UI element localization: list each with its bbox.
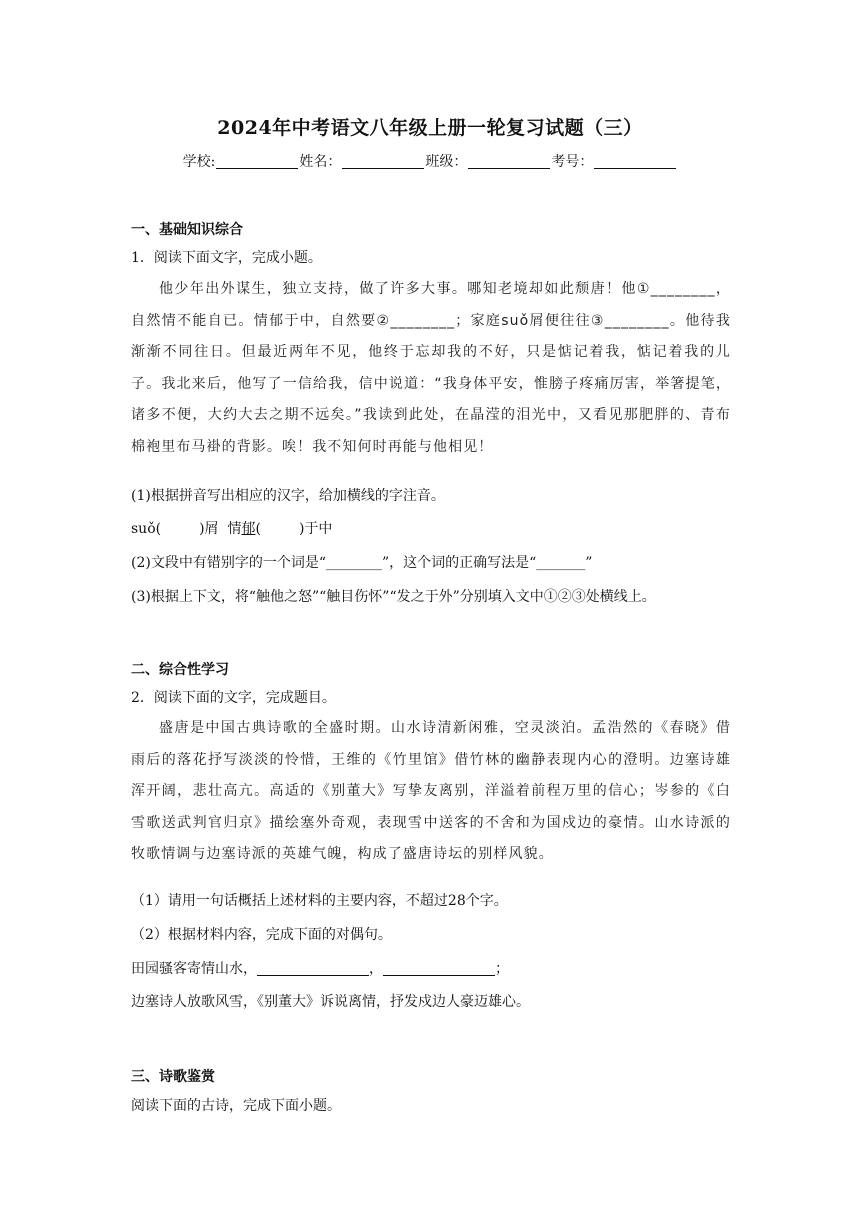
q1-sub2: (2)文段中有错别字的一个词是“________”，这个词的正确写法是“_______” — [131, 555, 593, 571]
section3-heading: 三、诗歌鉴赏 — [131, 1069, 215, 1085]
paren-open: ( — [255, 521, 261, 537]
section3-intro: 阅读下面的古诗，完成下面小题。 — [131, 1098, 341, 1114]
underlined-yu: 郁 — [241, 521, 256, 537]
q1-passage: 他少年出外谋生，独立支持，做了许多大事。哪知老境却如此颓唐！他①________，自然情不能自已。情郁于中，自然要②________；家庭suǒ屑便往往③________。他待我渐渐不同往日。但最近两年不见，他终于忘却我的不好，只是惦记着我，惦记着我的儿子。我北来后，他写了一信给我，信中说道：“我身体平安，惟膀子疼痛厉害，举箸提笔，诸多不便，大约大去之期不远矣。”我读到此处，在晶滢的泪光中，又看见那肥胖的、青布棉袍里布马褂的背影。唉！我不知何时再能与他相见！ — [131, 281, 731, 455]
name-label: 姓名： — [299, 154, 342, 170]
q1-sub1: (1)根据拼音写出相应的汉字，给加横线的字注音。 — [131, 488, 445, 504]
q2-stem: 2．阅读下面的文字，完成题目。 — [131, 690, 336, 706]
section2-heading: 二、综合性学习 — [131, 662, 229, 678]
couplet-blank-1 — [257, 961, 369, 976]
couplet-separator: ， — [369, 961, 383, 977]
class-blank — [468, 154, 550, 169]
couplet-blank-2 — [383, 961, 495, 976]
pinyin-suo: suǒ( — [131, 521, 162, 537]
word-xie: )屑 — [199, 521, 219, 537]
couplet-line-2: 边塞诗人放歌风雪，《别董大》诉说离情，抒发戍边人豪迈雄心。 — [131, 994, 530, 1010]
school-label: 学校: — [182, 154, 216, 170]
name-blank — [342, 154, 424, 169]
q1-sub3: (3)根据上下文，将“触他之怒”“触目伤怀”“发之于外”分别填入文中①②③处横线上。 — [131, 589, 656, 605]
word-qing: 情 — [227, 521, 242, 537]
q2-sub1: （1）请用一句话概括上述材料的主要内容，不超过28个字。 — [131, 893, 508, 909]
q2-sub2: （2）根据材料内容，完成下面的对偶句。 — [131, 927, 392, 943]
couplet-line-1 — [131, 958, 731, 978]
exam-no-label: 考号： — [551, 154, 594, 170]
couplet-line1-text: 田园骚客寄情山水， — [131, 961, 257, 977]
q1-sub1-answer-line — [131, 518, 731, 538]
word-yuzhong: )于中 — [298, 521, 333, 537]
section1-heading: 一、基础知识综合 — [131, 222, 243, 238]
q2-passage: 盛唐是中国古典诗歌的全盛时期。山水诗清新闲雅，空灵淡泊。孟浩然的《春晓》借雨后的落花抒写淡淡的怜惜，王维的《竹里馆》借竹林的幽静表现内心的澄明。边塞诗雄浑开阔，悲壮高亢。高适的《别董大》写挚友离别，洋溢着前程万里的信心；岑参的《白雪歌送武判官归京》描绘塞外奇观，表现雪中送客的不舍和为国戍边的豪情。山水诗派的牧歌情调与边塞诗派的英雄气魄，构成了盛唐诗坛的别样风貌。 — [131, 720, 731, 863]
q1-stem: 1．阅读下面文字，完成小题。 — [131, 250, 322, 266]
exam-no-blank — [594, 154, 676, 169]
page-title: 2024年中考语文八年级上册一轮复习试题（三） — [217, 117, 643, 139]
couplet-end: ； — [495, 961, 509, 977]
student-info-line — [0, 151, 860, 171]
class-label: 班级： — [425, 154, 468, 170]
school-blank — [216, 154, 298, 169]
